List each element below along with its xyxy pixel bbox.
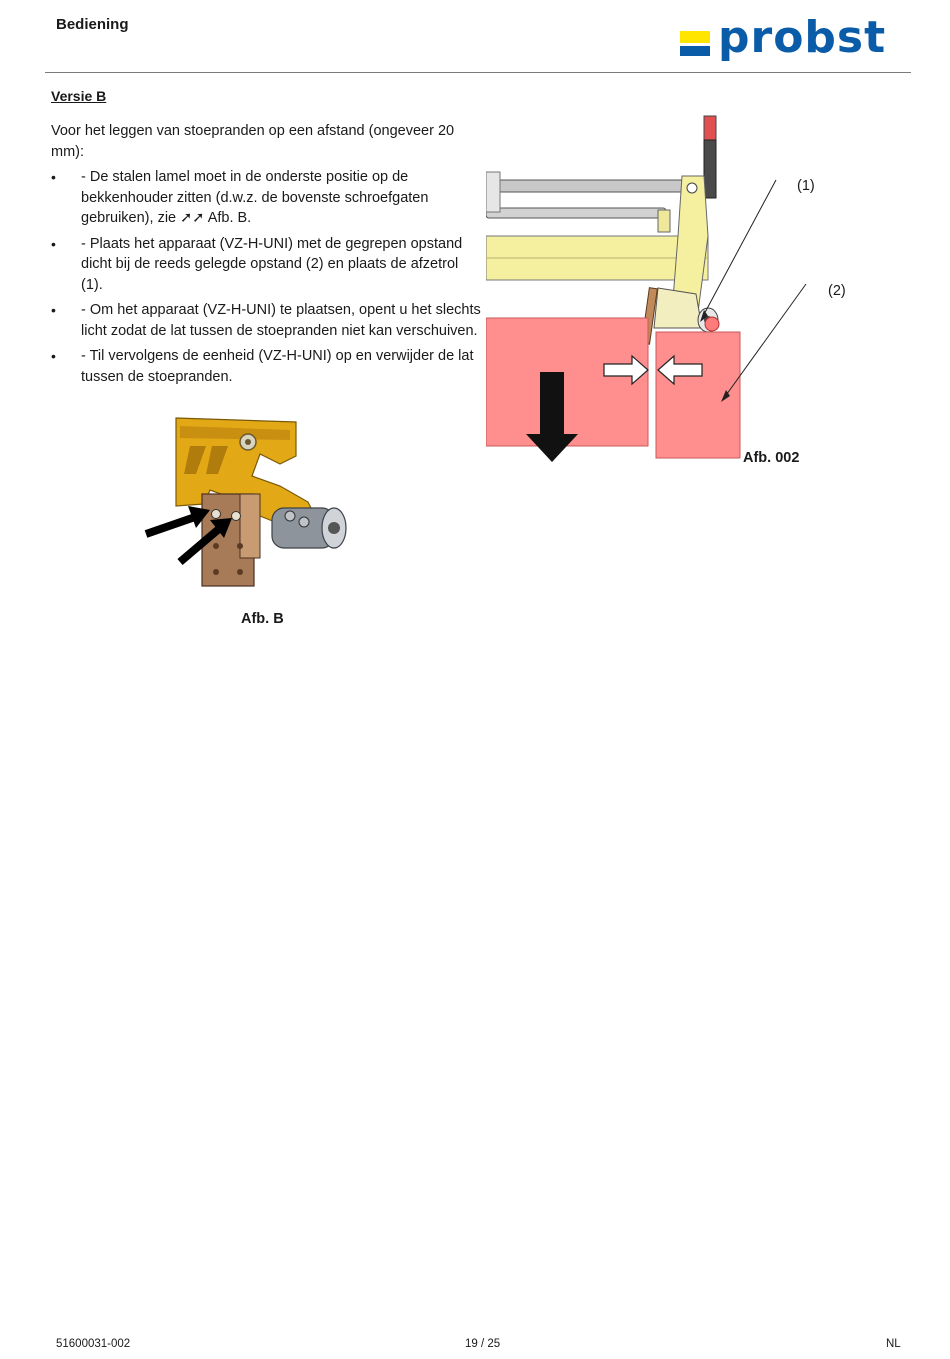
section-title: Versie B (51, 88, 107, 104)
callout-2-label: (2) (828, 283, 846, 299)
footer-document-number: 51600031-002 (56, 1338, 131, 1350)
figure-002-caption: Afb. 002 (743, 450, 800, 466)
bullet-symbol: • (51, 348, 56, 364)
footer-language: NL (886, 1338, 901, 1350)
callout-leader-lines (690, 170, 820, 410)
list-item (51, 300, 481, 341)
figure-reference: Afb. B. (207, 210, 252, 226)
probst-logo (678, 12, 906, 68)
figure-b-caption: Afb. B (241, 611, 284, 627)
bullet-symbol: • (51, 169, 56, 185)
figure-arrows-icon: ➚➚ (180, 210, 205, 226)
list-item (51, 346, 481, 387)
figure-b-illustration (140, 416, 355, 596)
list-item-text: - Plaats het apparaat (VZ-H-UNI) met de gegrepen opstand dicht bij de reeds gelegde opstand (2) en plaats de afzetrol (1). (81, 235, 463, 293)
header-divider (45, 72, 911, 73)
bullet-symbol: • (51, 235, 56, 252)
list-item-text: - De stalen lamel moet in de onderste positie op de bekkenhouder zitten (d.w.z. de bovenste schroefgaten gebruiken), zie (81, 169, 429, 226)
list-item-text: - Til vervolgens de eenheid (VZ-H-UNI) op en verwijder de lat tussen de stoepranden. (81, 348, 474, 385)
arrow-icon (146, 506, 210, 534)
instruction-list (51, 167, 481, 392)
list-item (51, 234, 481, 296)
logo-yellow-bar (680, 31, 710, 43)
list-item (51, 167, 481, 229)
footer-page-number: 19 / 25 (465, 1338, 501, 1350)
intro-paragraph: Voor het leggen van stoepranden op een afstand (ongeveer 20 mm): (51, 123, 455, 160)
logo-blue-bar (680, 46, 710, 56)
callout-1-label: (1) (797, 178, 815, 194)
bullet-symbol: • (51, 302, 56, 318)
list-item-text: - Om het apparaat (VZ-H-UNI) te plaatsen, opent u het slechts licht zodat de lat tussen de stoepranden niet kan verschuiven. (81, 302, 481, 339)
logo-text: probst (718, 12, 887, 63)
header-section-title: Bediening (56, 16, 129, 33)
